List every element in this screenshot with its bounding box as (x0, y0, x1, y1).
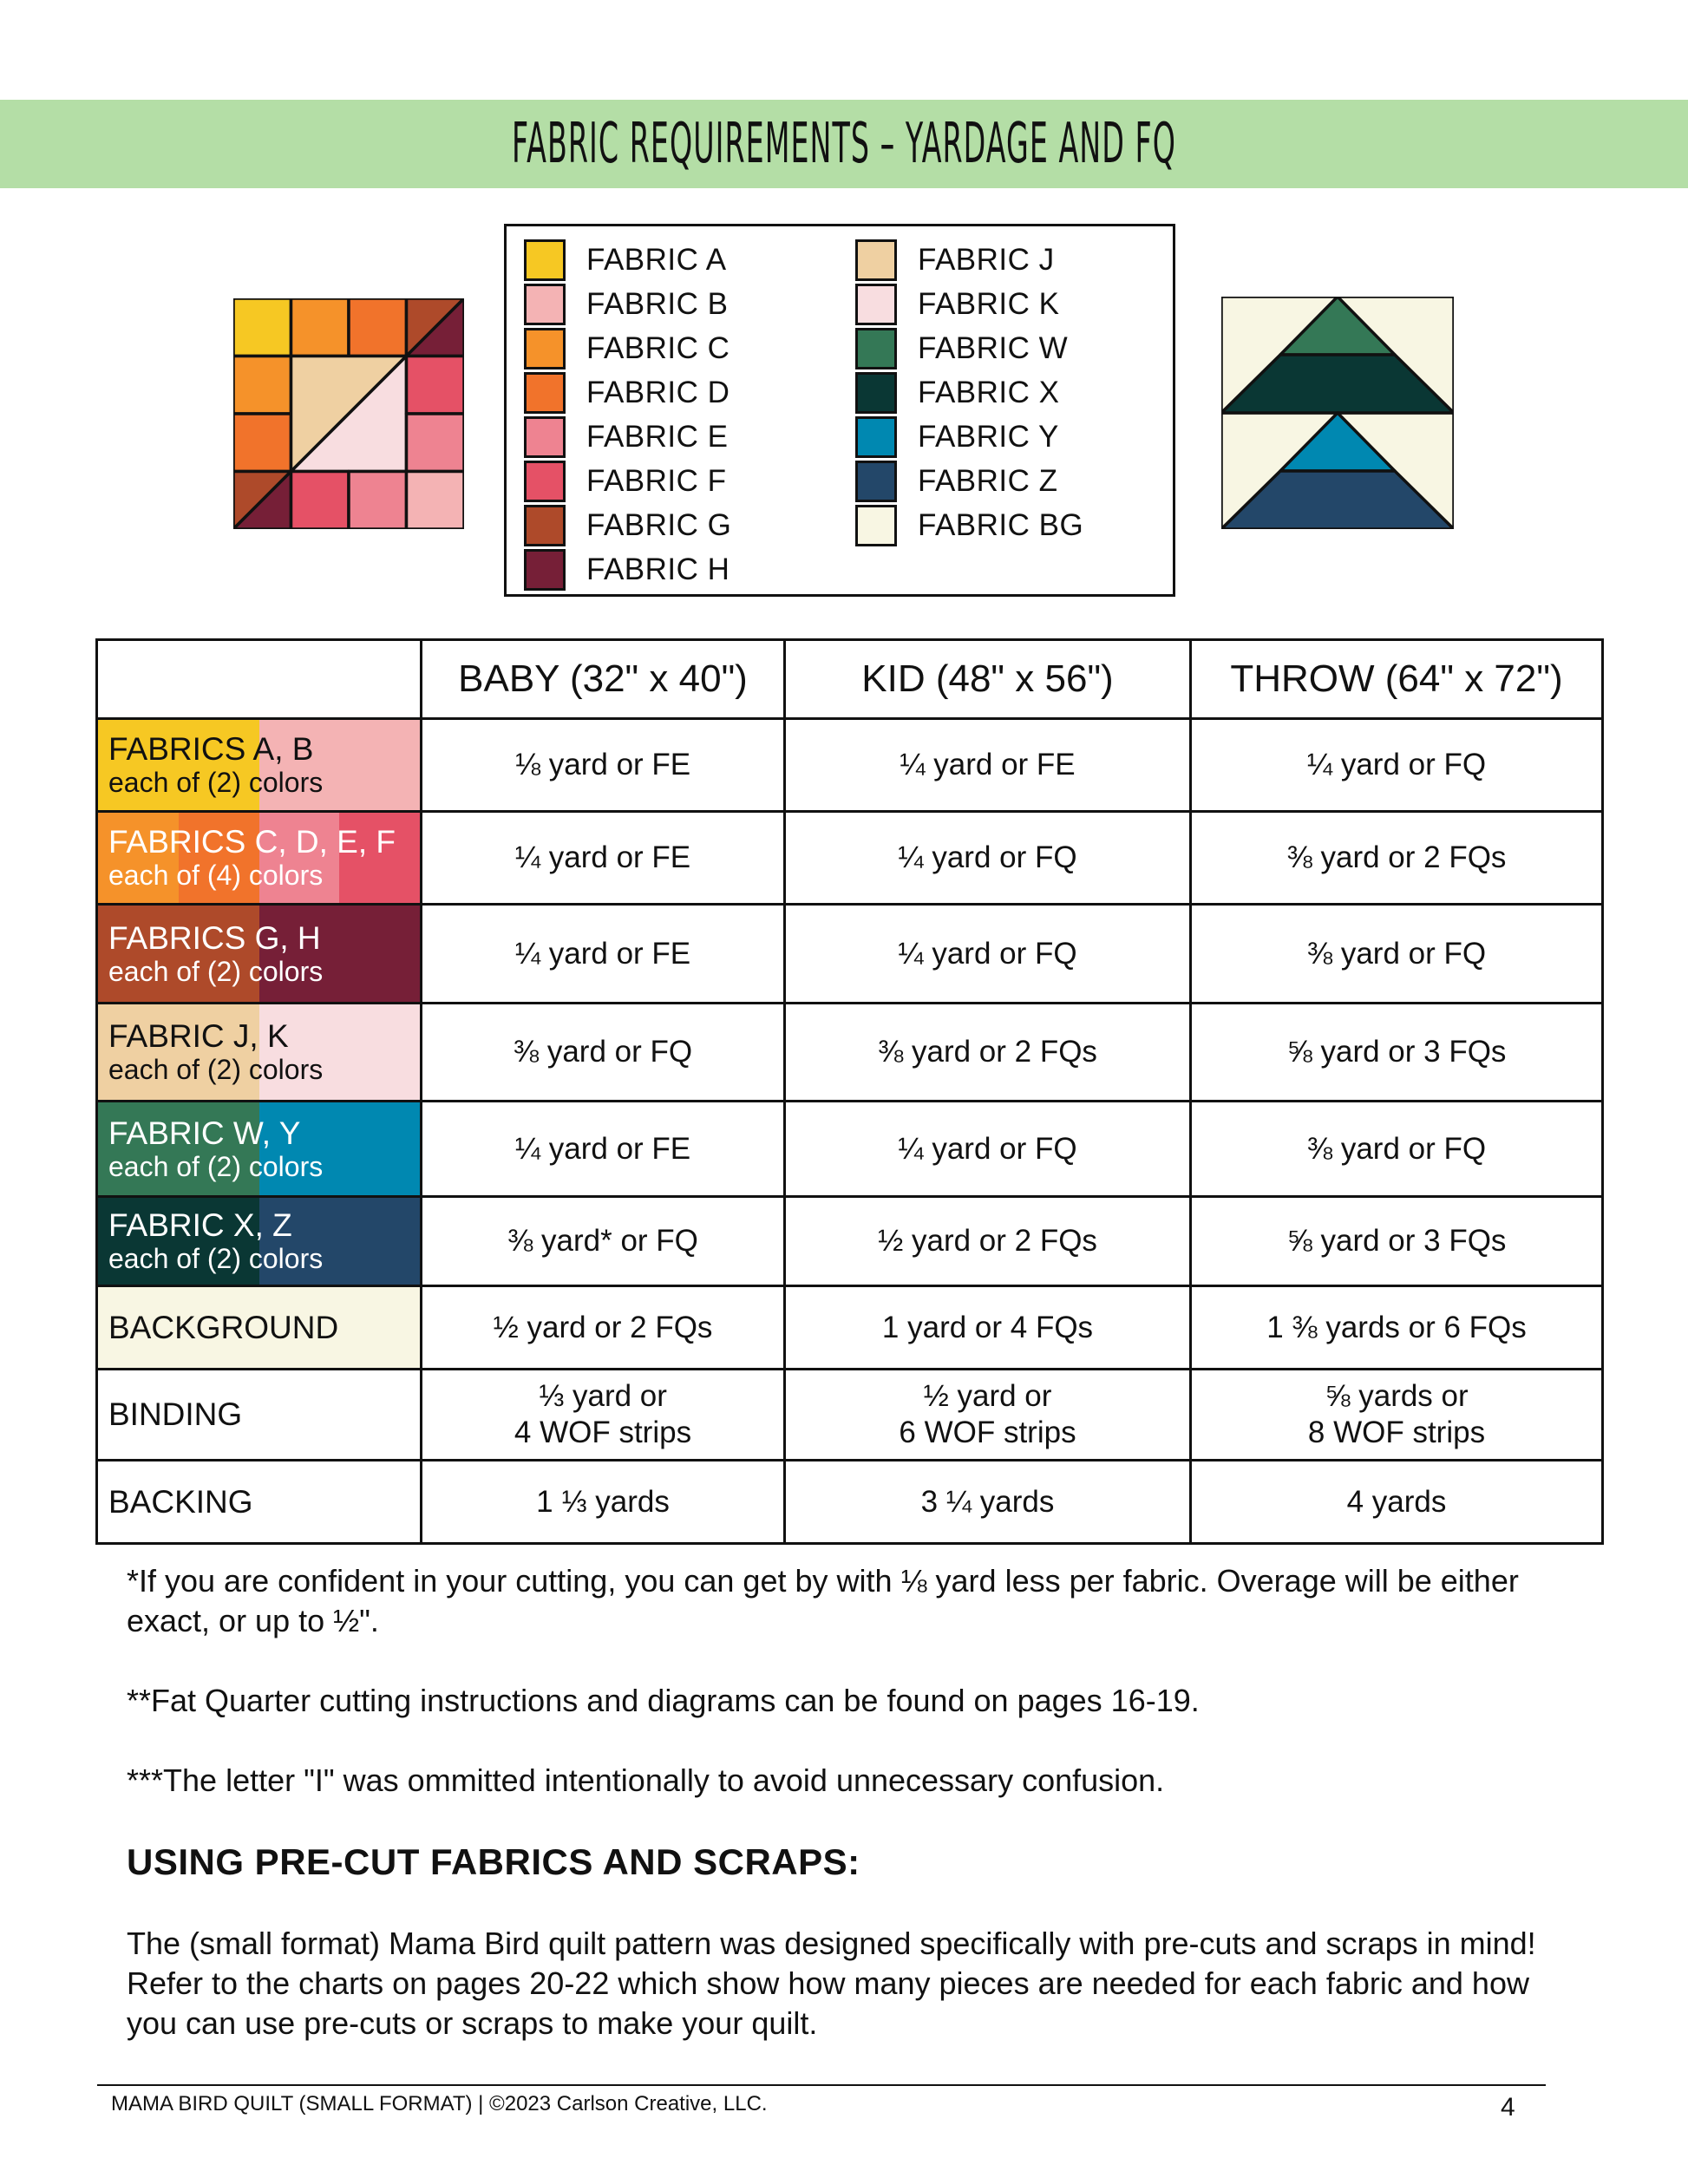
value-line: ⅓ yard or (539, 1379, 667, 1413)
row-label-sub: each of (2) colors (108, 1243, 324, 1274)
row-label (98, 1311, 420, 1345)
row-label-cell (97, 1197, 422, 1286)
legend-label: FABRIC G (586, 507, 732, 542)
legend-item (524, 547, 731, 592)
legend-label: FABRIC BG (918, 507, 1084, 542)
row-label-cell (97, 1370, 422, 1461)
value-cell-kid: 3 ¼ yards (785, 1461, 1191, 1544)
row-label-main: FABRICS G, H (108, 919, 321, 956)
row-label (98, 825, 420, 891)
precut-heading: USING PRE-CUT FABRICS AND SCRAPS: (127, 1841, 860, 1882)
quilt-block-warm-diagram (233, 298, 464, 529)
value-line: 6 WOF strips (899, 1416, 1076, 1449)
row-label (98, 921, 420, 987)
block-cell-c (291, 298, 350, 356)
color-swatch (855, 328, 897, 369)
table-row (97, 905, 1603, 1004)
row-label-sub: each of (4) colors (108, 860, 324, 891)
column-header-baby: BABY (32" x 40") (422, 640, 785, 719)
table-row (97, 1461, 1603, 1544)
legend-label: FABRIC X (918, 375, 1060, 409)
table-row (97, 1286, 1603, 1370)
value-cell-throw: ⅝ yard or 3 FQs (1191, 1197, 1603, 1286)
value-cell-baby: ¼ yard or FE (422, 905, 785, 1004)
row-label (98, 1397, 420, 1432)
row-label (98, 1019, 420, 1085)
legend-item (855, 370, 1083, 415)
row-label-main: BACKING (108, 1483, 253, 1520)
column-header-throw: THROW (64" x 72") (1191, 640, 1603, 719)
row-label-main: BACKGROUND (108, 1309, 339, 1345)
page-title: FABRIC REQUIREMENTS – YARDAGE AND FQ (512, 112, 1176, 176)
value-cell-baby: ½ yard or 2 FQs (422, 1286, 785, 1370)
block-cell-d (233, 414, 291, 472)
legend-label: FABRIC Z (918, 463, 1058, 498)
value-cell-baby: ¼ yard or FE (422, 1102, 785, 1197)
color-swatch (855, 284, 897, 325)
row-label-cell (97, 812, 422, 905)
quilt-block-cool-diagram (1221, 297, 1454, 529)
row-label (98, 732, 420, 798)
row-label (98, 1485, 420, 1520)
value-cell-kid: ¼ yard or FQ (785, 905, 1191, 1004)
footer-divider (97, 2084, 1546, 2086)
legend-item (855, 326, 1083, 370)
color-swatch (524, 239, 566, 281)
table-row (97, 812, 1603, 905)
value-cell-kid: ¼ yard or FQ (785, 1102, 1191, 1197)
row-label-main: BINDING (108, 1396, 243, 1432)
legend-label: FABRIC J (918, 242, 1055, 277)
footnote-fat-quarter: **Fat Quarter cutting instructions and diagrams can be found on pages 16-19. (127, 1683, 1200, 1718)
legend-label: FABRIC A (586, 242, 727, 277)
table-header-row (97, 640, 1603, 719)
legend-item (855, 238, 1083, 282)
block-cell-c (233, 356, 291, 415)
value-cell-throw: 1 ⅜ yards or 6 FQs (1191, 1286, 1603, 1370)
value-cell-baby: ¼ yard or FE (422, 812, 785, 905)
block-cell-f (291, 472, 350, 530)
table-row (97, 1370, 1603, 1461)
table-row (97, 1004, 1603, 1102)
legend-item (855, 503, 1083, 547)
legend-label: FABRIC Y (918, 419, 1059, 454)
page-number: 4 (1501, 2093, 1515, 2122)
value-line: ½ yard or (923, 1379, 1052, 1413)
color-swatch (855, 416, 897, 458)
row-label-cell (97, 1004, 422, 1102)
footnote-confident-cutting: *If you are confident in your cutting, you can get by with ⅛ yard less per fabric. Overage will be either exact, or up to ½". (127, 1563, 1519, 1638)
color-swatch (524, 284, 566, 325)
row-label-cell (97, 1102, 422, 1197)
legend-label: FABRIC C (586, 330, 730, 365)
value-cell-baby (422, 1370, 785, 1461)
value-cell-throw: ⅜ yard or 2 FQs (1191, 812, 1603, 905)
row-label-main: FABRIC W, Y (108, 1115, 301, 1151)
value-cell-baby: ⅛ yard or FE (422, 719, 785, 812)
block-cell-d (349, 298, 407, 356)
footnotes (127, 1561, 1567, 1841)
block-cell-e (349, 472, 407, 530)
legend-item (524, 238, 731, 282)
legend-label: FABRIC B (586, 286, 729, 321)
color-swatch (855, 372, 897, 414)
legend-label: FABRIC H (586, 552, 730, 586)
value-cell-kid: ½ yard or 2 FQs (785, 1197, 1191, 1286)
color-swatch (855, 505, 897, 546)
color-swatch (524, 505, 566, 546)
legend-label: FABRIC W (918, 330, 1069, 365)
row-label-main: FABRICS A, B (108, 731, 314, 767)
legend-item (524, 415, 731, 459)
block-cell-a (233, 298, 291, 356)
row-label-sub: each of (2) colors (108, 955, 324, 987)
value-cell-baby: ⅜ yard* or FQ (422, 1197, 785, 1286)
value-cell-throw (1191, 1370, 1603, 1461)
table-row (97, 1197, 1603, 1286)
legend-label: FABRIC E (586, 419, 729, 454)
row-label-sub: each of (2) colors (108, 1054, 324, 1085)
value-line: ⅝ yards or (1325, 1379, 1469, 1413)
legend-label: FABRIC K (918, 286, 1060, 321)
value-cell-kid: ¼ yard or FQ (785, 812, 1191, 905)
legend-item (524, 370, 731, 415)
row-label-cell (97, 719, 422, 812)
footnote-letter-i: ***The letter "I" was ommitted intentionally to avoid unnecessary confusion. (127, 1762, 1165, 1798)
row-label-cell (97, 905, 422, 1004)
legend-item (524, 503, 731, 547)
value-line: 4 WOF strips (514, 1416, 692, 1449)
value-cell-kid: ¼ yard or FE (785, 719, 1191, 812)
value-cell-baby: ⅜ yard or FQ (422, 1004, 785, 1102)
row-label (98, 1116, 420, 1182)
footer-copyright: MAMA BIRD QUILT (SMALL FORMAT) | ©2023 Carlson Creative, LLC. (111, 2092, 768, 2115)
legend-item (855, 282, 1083, 326)
table-header-corner (97, 640, 422, 719)
fabric-requirements-table (95, 638, 1604, 1545)
table-row (97, 719, 1603, 812)
column-header-kid: KID (48" x 56") (785, 640, 1191, 719)
legend-item (524, 459, 731, 503)
block-cell-f (407, 356, 465, 415)
legend-item (855, 415, 1083, 459)
table-row (97, 1102, 1603, 1197)
color-swatch (524, 549, 566, 591)
color-swatch (855, 239, 897, 281)
row-label-cell (97, 1286, 422, 1370)
legend-item (524, 282, 731, 326)
legend-column-1 (524, 238, 731, 592)
row-label-sub: each of (2) colors (108, 1150, 324, 1182)
row-label-sub: each of (2) colors (108, 767, 324, 798)
value-cell-kid: 1 yard or 4 FQs (785, 1286, 1191, 1370)
legend-column-2 (855, 238, 1083, 547)
block-cell-b (407, 472, 465, 530)
color-swatch (524, 372, 566, 414)
row-label-main: FABRICS C, D, E, F (108, 824, 396, 860)
legend-label: FABRIC D (586, 375, 730, 409)
row-label-main: FABRIC J, K (108, 1018, 289, 1054)
value-cell-throw: ⅝ yard or 3 FQs (1191, 1004, 1603, 1102)
color-swatch (524, 461, 566, 502)
value-cell-kid (785, 1370, 1191, 1461)
value-cell-throw: ⅜ yard or FQ (1191, 1102, 1603, 1197)
value-cell-baby: 1 ⅓ yards (422, 1461, 785, 1544)
color-swatch (524, 416, 566, 458)
value-line: 8 WOF strips (1307, 1416, 1486, 1449)
legend-item (855, 459, 1083, 503)
value-cell-throw: 4 yards (1191, 1461, 1603, 1544)
row-label-main: FABRIC X, Z (108, 1207, 292, 1243)
color-swatch (524, 328, 566, 369)
block-cell-e (407, 414, 465, 472)
value-cell-throw: ⅜ yard or FQ (1191, 905, 1603, 1004)
precut-body: The (small format) Mama Bird quilt pattern was designed specifically with pre-cuts and scraps in mind! Refer to the charts on pages 20-22 which show how many pieces are needed for each fabric and how you can use pre-cuts or scraps to make your quilt. (127, 1926, 1536, 2041)
row-label (98, 1208, 420, 1274)
value-cell-throw: ¼ yard or FQ (1191, 719, 1603, 812)
value-cell-kid: ⅜ yard or 2 FQs (785, 1004, 1191, 1102)
fabric-legend (504, 224, 1175, 597)
row-label-cell (97, 1461, 422, 1544)
legend-label: FABRIC F (586, 463, 727, 498)
title-banner (0, 100, 1688, 188)
color-swatch (855, 461, 897, 502)
legend-item (524, 326, 731, 370)
